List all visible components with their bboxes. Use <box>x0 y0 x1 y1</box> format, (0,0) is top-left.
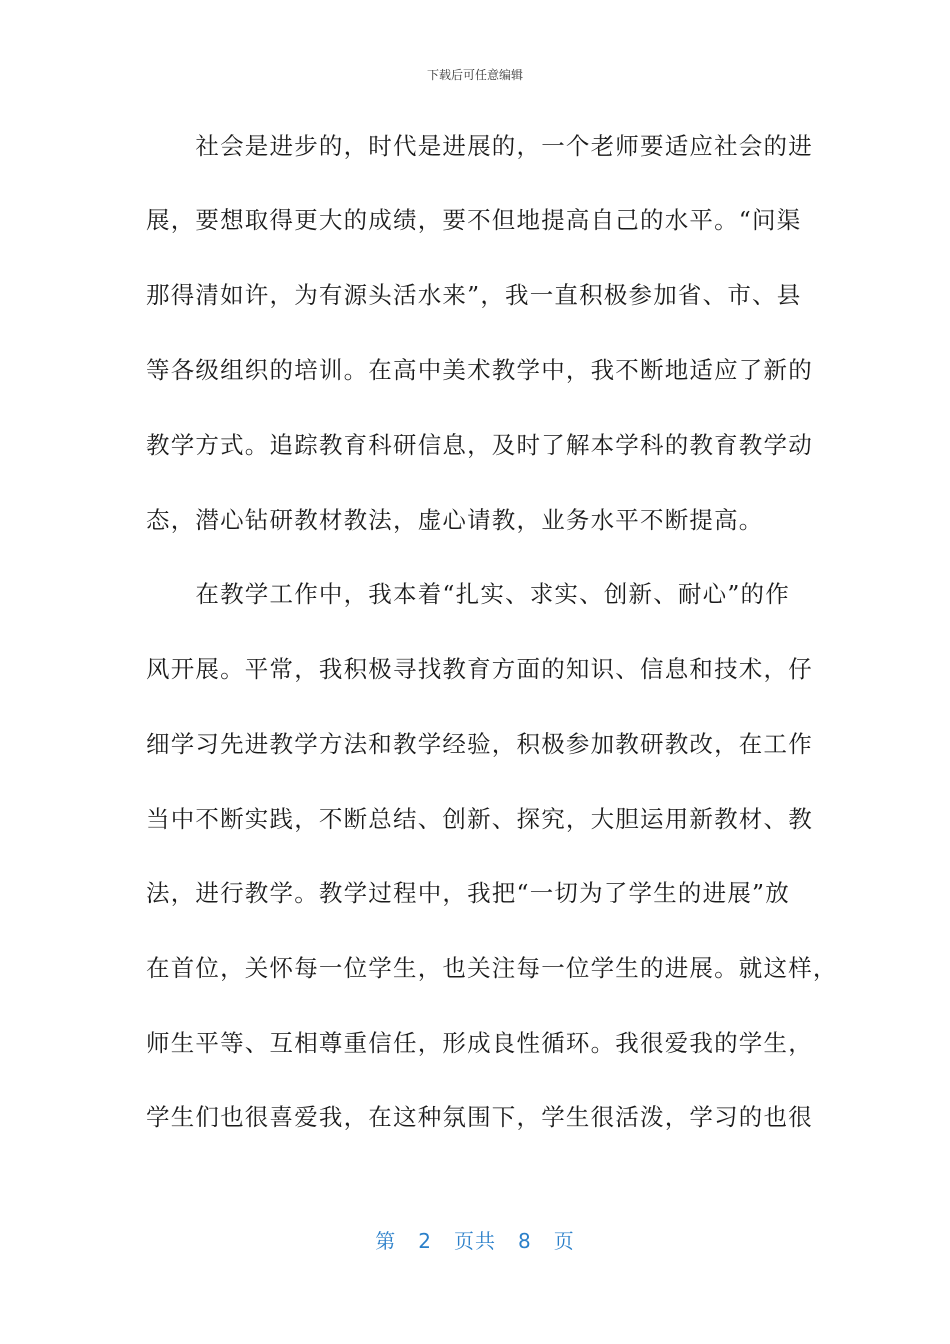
text-line: 展，要想取得更大的成绩，要不但地提高自己的水平。“问渠 <box>146 206 802 234</box>
text-line: 当中不断实践，不断总结、创新、探究，大胆运用新教材、教 <box>146 805 813 833</box>
footer-middle: 页共 <box>454 1229 496 1253</box>
footer-total-pages: 8 <box>518 1229 532 1253</box>
text-line: 在首位，关怀每一位学生，也关注每一位学生的进展。就这样， <box>146 954 838 982</box>
page-footer <box>0 1225 950 1254</box>
footer-suffix: 页 <box>553 1229 575 1253</box>
text-line: 社会是进步的，时代是进展的，一个老师要适应社会的进 <box>146 132 813 160</box>
text-line: 等各级组织的培训。在高中美术教学中，我不断地适应了新的 <box>146 356 813 384</box>
text-line: 那得清如许，为有源头活水来”，我一直积极参加省、市、县 <box>146 281 802 309</box>
text-line: 风开展。平常，我积极寻找教育方面的知识、信息和技术，仔 <box>146 655 813 683</box>
text-line: 教学方式。追踪教育科研信息，及时了解本学科的教育教学动 <box>146 431 813 459</box>
text-line: 师生平等、互相尊重信任，形成良性循环。我很爱我的学生， <box>146 1029 813 1057</box>
header-note: 下载后可任意编辑 <box>426 68 523 82</box>
text-line: 态，潜心钻研教材教法，虚心请教，业务水平不断提高。 <box>146 506 764 534</box>
footer-prefix: 第 <box>375 1229 397 1253</box>
text-line: 在教学工作中，我本着“扎实、求实、创新、耐心”的作 <box>146 580 790 608</box>
text-line: 法，进行教学。教学过程中，我把“一切为了学生的进展”放 <box>146 879 790 907</box>
footer-current-page: 2 <box>418 1229 432 1253</box>
text-line: 学生们也很喜爱我，在这种氛围下，学生很活泼，学习的也很 <box>146 1103 813 1131</box>
text-line: 细学习先进教学方法和教学经验，积极参加教研教改，在工作 <box>146 730 813 758</box>
